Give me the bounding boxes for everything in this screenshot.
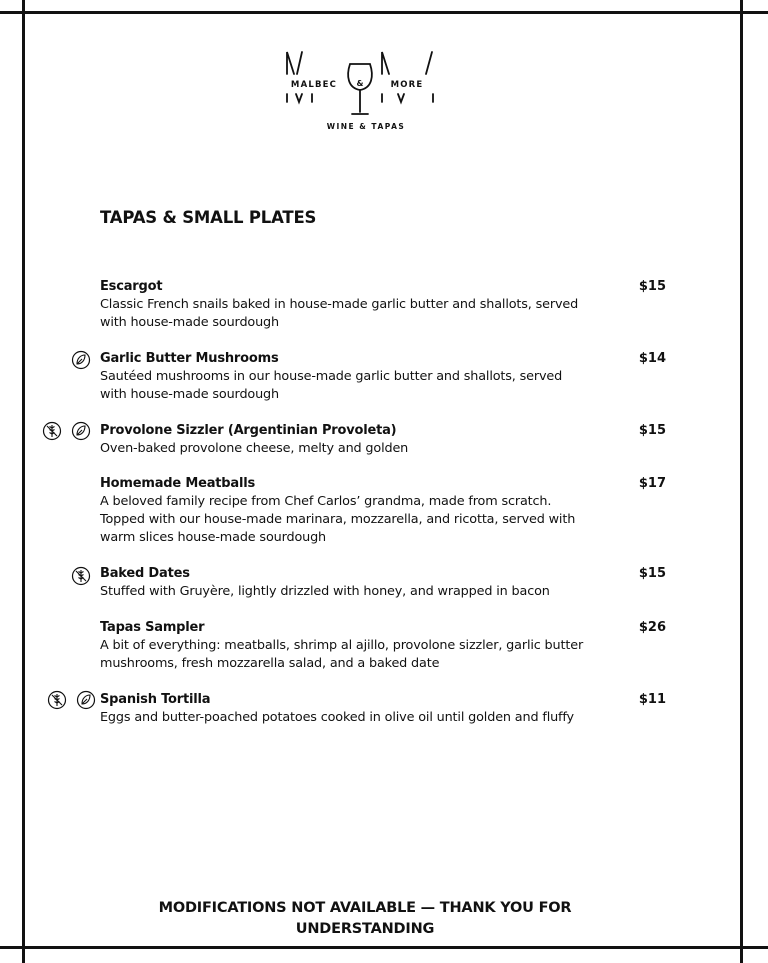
brand-left-word: MALBEC (290, 80, 338, 90)
menu-item (100, 691, 666, 727)
frame-top-line (0, 11, 768, 14)
brand-logo (278, 46, 442, 134)
item-name: Baked Dates (100, 566, 190, 581)
frame-left-line (22, 0, 25, 963)
item-name: Spanish Tortilla (100, 692, 211, 707)
item-description: Eggs and butter-poached potatoes cooked in olive oil until golden and fluffy (100, 710, 574, 725)
item-description: A bit of everything: meatballs, shrimp al ajillo, provolone sizzler, garlic butter mushrooms, fresh mozzarella salad, and a baked date (100, 638, 584, 671)
frame-bottom-line (0, 946, 768, 949)
menu-item (100, 475, 666, 547)
menu-item (100, 350, 666, 404)
item-description: Oven-baked provolone cheese, melty and golden (100, 441, 409, 456)
item-name: Tapas Sampler (100, 620, 205, 635)
gluten-free-icon (71, 566, 91, 586)
section-title: TAPAS & SMALL PLATES (100, 208, 317, 227)
vegetarian-leaf-icon (71, 350, 91, 370)
brand-right-word: MORE (390, 80, 424, 90)
gluten-free-icon (42, 421, 62, 441)
vegetarian-leaf-icon (76, 690, 96, 710)
menu-item (100, 422, 666, 458)
brand-ampersand: & (356, 79, 364, 88)
gluten-free-icon (47, 690, 67, 710)
item-price: $15 (638, 423, 666, 438)
item-name: Garlic Butter Mushrooms (100, 351, 279, 366)
item-name: Homemade Meatballs (100, 476, 256, 491)
item-price: $15 (638, 279, 666, 294)
item-price: $11 (638, 692, 666, 707)
menu-item (100, 278, 666, 332)
brand-tagline: WINE & TAPAS (326, 122, 406, 131)
item-price: $26 (638, 620, 666, 635)
menu-item (100, 565, 666, 601)
item-price: $15 (638, 566, 666, 581)
item-price: $17 (638, 476, 666, 491)
vegetarian-leaf-icon (71, 421, 91, 441)
footer-notice: MODIFICATIONS NOT AVAILABLE — THANK YOU FOR UNDERSTANDING (158, 900, 572, 937)
item-description: A beloved family recipe from Chef Carlos’ grandma, made from scratch. Topped with our house-made marinara, mozzarella, and ricotta, served with warm slices house-made sourdough (100, 494, 576, 545)
item-name: Escargot (100, 279, 163, 294)
frame-right-line (740, 0, 743, 963)
item-price: $14 (638, 351, 666, 366)
item-name: Provolone Sizzler (Argentinian Provoleta) (100, 423, 397, 438)
item-description: Sautéed mushrooms in our house-made garlic butter and shallots, served with house-made sourdough (100, 369, 563, 402)
item-description: Stuffed with Gruyère, lightly drizzled with honey, and wrapped in bacon (100, 584, 550, 599)
menu-item (100, 619, 666, 673)
item-description: Classic French snails baked in house-made garlic butter and shallots, served with house-made sourdough (100, 297, 579, 330)
